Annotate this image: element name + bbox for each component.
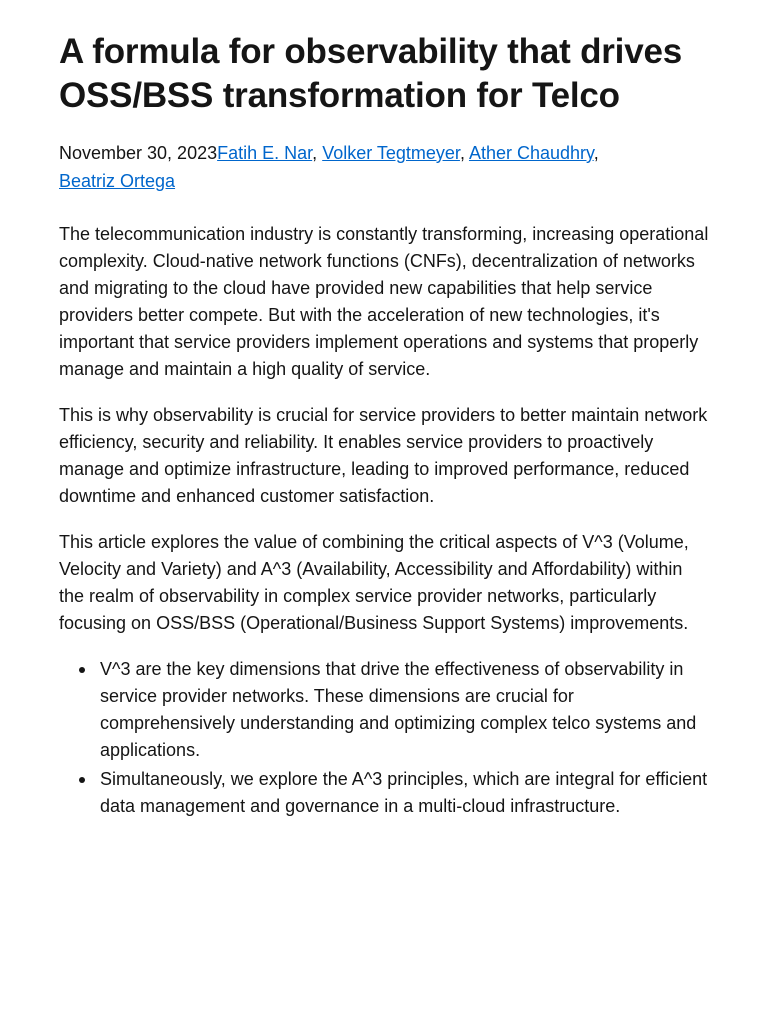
author-link-beatriz-ortega[interactable]: Beatriz Ortega <box>59 171 176 191</box>
author-link-volker-tegtmeyer[interactable]: Volker Tegtmeyer <box>322 143 460 163</box>
bullet-item-a3: Simultaneously, we explore the A^3 principles, which are integral for efficient data management and governance in a multi-cloud infrastructure. <box>100 766 710 820</box>
author-link-ather-chaudhry[interactable]: Ather Chaudhry <box>468 143 594 163</box>
author-separator: , <box>459 143 465 163</box>
bullet-list <box>59 656 710 820</box>
author-separator: , <box>312 143 318 163</box>
article-body <box>59 221 710 820</box>
article-title: A formula for observability that drives OSS/BSS transformation for Telco <box>59 32 682 115</box>
author-separator: , <box>593 143 599 163</box>
body-paragraph-1: The telecommunication industry is constantly transforming, increasing operational complexity. Cloud-native network functions (CNFs), decentralization of networks and migrating to the cloud have provided new capabilities that help service providers better compete. But with the acceleration of new technologies, it's important that service providers implement operations and systems that properly manage and maintain a high quality of service. <box>59 224 709 379</box>
body-paragraph-2: This is why observability is crucial for service providers to better maintain network efficiency, security and reliability. It enables service providers to proactively manage and optimize infrastructure, leading to improved performance, reduced downtime and enhanced customer satisfaction. <box>59 405 708 506</box>
bullet-item-v3: V^3 are the key dimensions that drive the effectiveness of observability in service provider networks. These dimensions are crucial for comprehensively understanding and optimizing complex telco systems and applications. <box>100 656 710 764</box>
article-meta <box>59 139 710 195</box>
author-link-fatih-nar[interactable]: Fatih E. Nar <box>217 143 313 163</box>
publish-date: November 30, 2023 <box>59 143 218 163</box>
body-paragraph-3: This article explores the value of combining the critical aspects of V^3 (Volume, Velocity and Variety) and A^3 (Availability, Accessibility and Affordability) within the realm of observability in complex service provider networks, particularly focusing on OSS/BSS (Operational/Business Support Systems) improvements. <box>59 532 689 633</box>
